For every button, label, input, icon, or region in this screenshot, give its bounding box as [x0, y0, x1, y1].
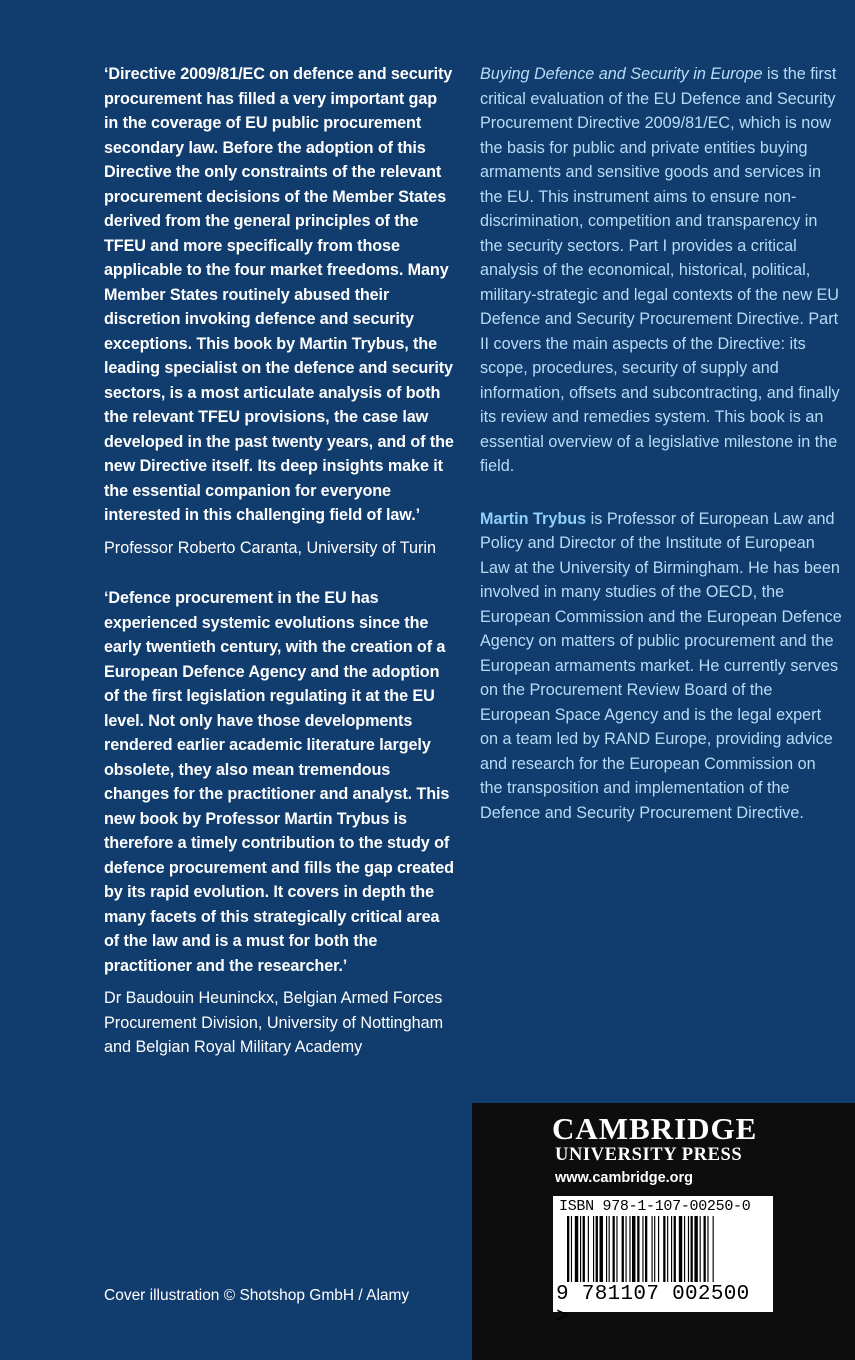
publisher-panel	[472, 1103, 855, 1360]
barcode-label	[553, 1196, 773, 1329]
endorsement-attribution-2: Dr Baudouin Heuninckx, Belgian Armed Forces Procurement Division, University of Nottingham and Belgian Royal Military Academy	[104, 989, 444, 1056]
publisher-url[interactable]: www.cambridge.org	[555, 1170, 694, 1186]
isbn-text: ISBN 978-1-107-00250-0	[559, 1198, 751, 1215]
endorsement-quote-2: ‘Defence procurement in the EU has experienced systemic evolutions since the early twentieth century, with the creation of a European Defence Agency and the adoption of the first legislation regulating it at the EU level. Not only have those developments rendered earlier academic literature largely obsolete, they also mean tremendous changes for the practitioner and analyst. This new book by Professor Martin Trybus is therefore a timely contribution to the study of defence procurement and fills the gap created by its rapid evolution. It covers in depth the many facets of this strategically critical area of the law and is a must for both the practitioner and the researcher.’	[104, 589, 454, 975]
endorsements-column	[104, 62, 454, 1060]
endorsement-quote-1: ‘Directive 2009/81/EC on defence and security procurement has filled a very important gap in the coverage of EU public procurement secondary law. Before the adoption of this Directive the only constraints of the relevant procurement decisions of the Member States derived from the general principles of the TFEU and more specifically from those applicable to the four market freedoms. Many Member States routinely abused their discretion invoking defence and security exceptions. This book by Martin Trybus, the leading specialist on the defence and security sectors, is a most articulate analysis of both the relevant TFEU provisions, the case law developed in the past twenty years, and of the new Directive itself. Its deep insights make it the essential companion for everyone interested in this challenging field of law.’	[104, 65, 454, 524]
cover-credit: Cover illustration © Shotshop GmbH / Alamy	[104, 1287, 410, 1304]
blurb-text: is the first critical evaluation of the EU Defence and Security Procurement Directive 2009/81/EC, which is now the basis for public and private entities buying armaments and sensitive goods and services in the EU. This instrument aims to ensure non-discrimination, competition and transparency in the security sectors. Part I provides a critical analysis of the economical, historical, political, military-strategic and legal contexts of the new EU Defence and Security Procurement Directive. Part II covers the main aspects of the Directive: its scope, procedures, security of supply and information, offsets and subcontracting, and finally its review and remedies system. This book is an essential overview of a legislative milestone in the field.	[480, 65, 840, 475]
barcode-icon	[567, 1216, 763, 1282]
barcode-number: 9 781107 002500 >	[556, 1283, 750, 1329]
book-title: Buying Defence and Security in Europe	[480, 65, 763, 83]
publisher-name: CAMBRIDGE	[552, 1111, 758, 1146]
description-column	[480, 62, 842, 825]
endorsement-attribution-1: Professor Roberto Caranta, University of Turin	[104, 538, 436, 557]
author-name: Martin Trybus	[480, 509, 587, 528]
publisher-subtitle: UNIVERSITY PRESS	[555, 1145, 743, 1165]
author-bio-text: is Professor of European Law and Policy and Director of the Institute of European Law at the University of Birmingham. He has been involved in many studies of the OECD, the European Commission and the European Defence Agency on matters of public procurement and the European armaments market. He currently serves on the Procurement Review Board of the European Space Agency and is the legal expert on a team led by RAND Europe, providing advice and research for the European Commission on the transposition and implementation of the Defence and Security Procurement Directive.	[480, 509, 842, 822]
book-blurb	[480, 62, 842, 479]
author-bio	[480, 507, 842, 826]
